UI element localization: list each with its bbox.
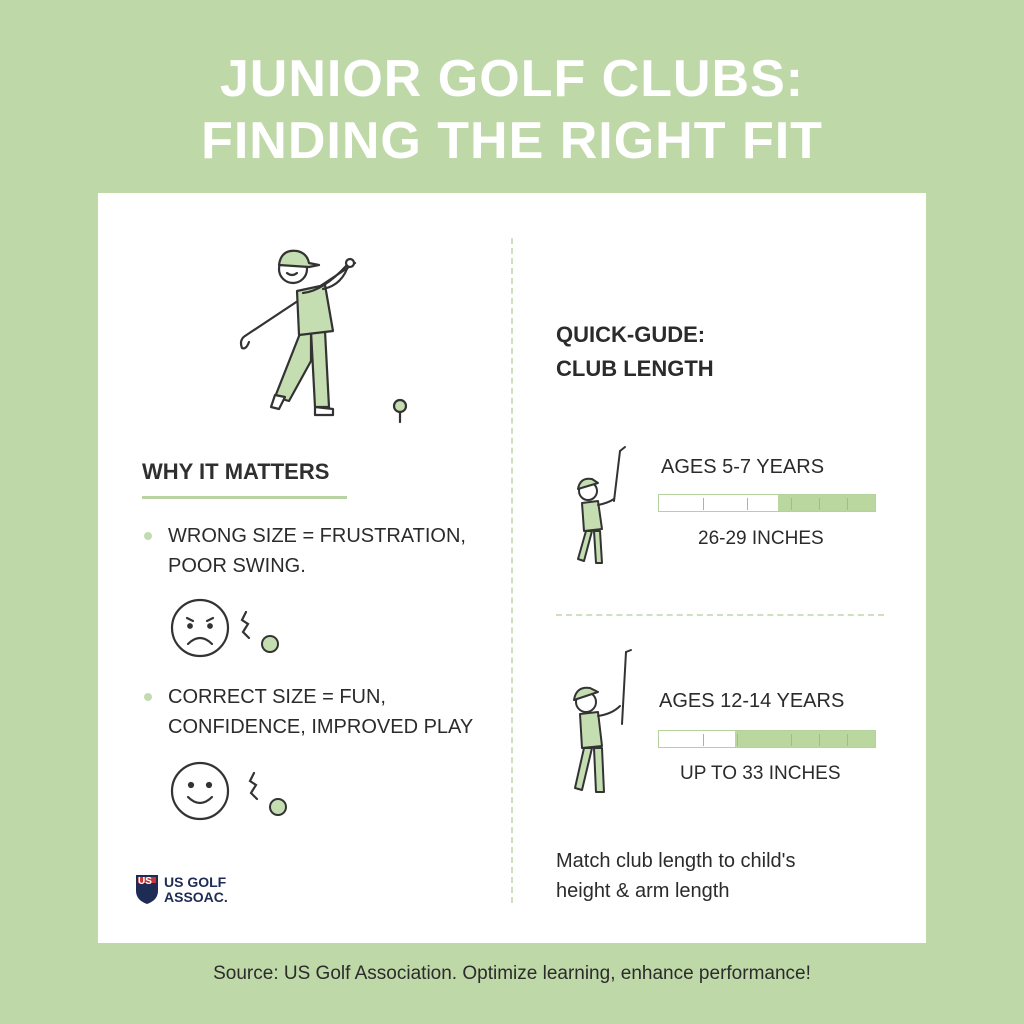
golfer-swing-illustration [233,233,423,428]
fit-note [556,846,796,906]
logo-badge-text: US [138,876,152,887]
happy-face-icon [170,761,290,821]
quick-guide-heading [556,318,714,386]
vertical-divider [511,238,513,903]
bullet-wrong-size [168,521,466,581]
source-caption: Source: US Golf Association. Optimize learning, enhance performance! [213,963,811,984]
guide-heading-line: QUICK-GUDE: [556,322,706,347]
age-group-label: AGES 12-14 YEARS [659,690,845,712]
length-bar [658,730,876,748]
bullet-line: CORRECT SIZE = FUN, [168,686,386,708]
length-bar [658,494,876,512]
golfer-icon [562,648,642,808]
info-card [98,193,926,943]
bullet-correct-size [168,682,473,742]
bar-tick [737,734,738,746]
heading-underline [142,496,347,499]
bar-tick [847,498,848,510]
bar-tick [703,734,704,746]
bar-tick [747,498,748,510]
bar-tick [847,734,848,746]
length-label: UP TO 33 INCHES [680,763,841,784]
note-line: height & arm length [556,880,730,902]
horizontal-divider [556,614,884,616]
bullet-dot [144,693,152,701]
guide-heading-line: CLUB LENGTH [556,356,714,381]
why-it-matters-heading: WHY IT MATTERS [142,459,330,484]
bullet-line: POOR SWING. [168,555,306,577]
bar-tick [703,498,704,510]
logo-line: US GOLF [164,874,227,890]
length-label: 26-29 INCHES [698,528,824,549]
sad-face-icon [170,598,290,658]
age-group-label: AGES 5-7 YEARS [661,456,825,478]
bar-tick [819,734,820,746]
bullet-dot [144,532,152,540]
bullet-line: WRONG SIZE = FRUSTRATION, [168,525,466,547]
length-bar-fill [735,731,875,747]
note-line: Match club length to child's [556,850,796,872]
bar-tick [819,498,820,510]
bullet-line: CONFIDENCE, IMPROVED PLAY [168,716,474,738]
logo-line: ASSOAC. [164,889,228,905]
bar-tick [791,498,792,510]
page-title [0,48,1024,172]
small-golfer-icon [568,445,638,575]
title-line-2: FINDING THE RIGHT FIT [201,112,823,170]
logo-text [164,875,228,905]
bar-tick [791,734,792,746]
title-line-1: JUNIOR GOLF CLUBS: [219,50,805,108]
length-bar-fill [778,495,875,511]
